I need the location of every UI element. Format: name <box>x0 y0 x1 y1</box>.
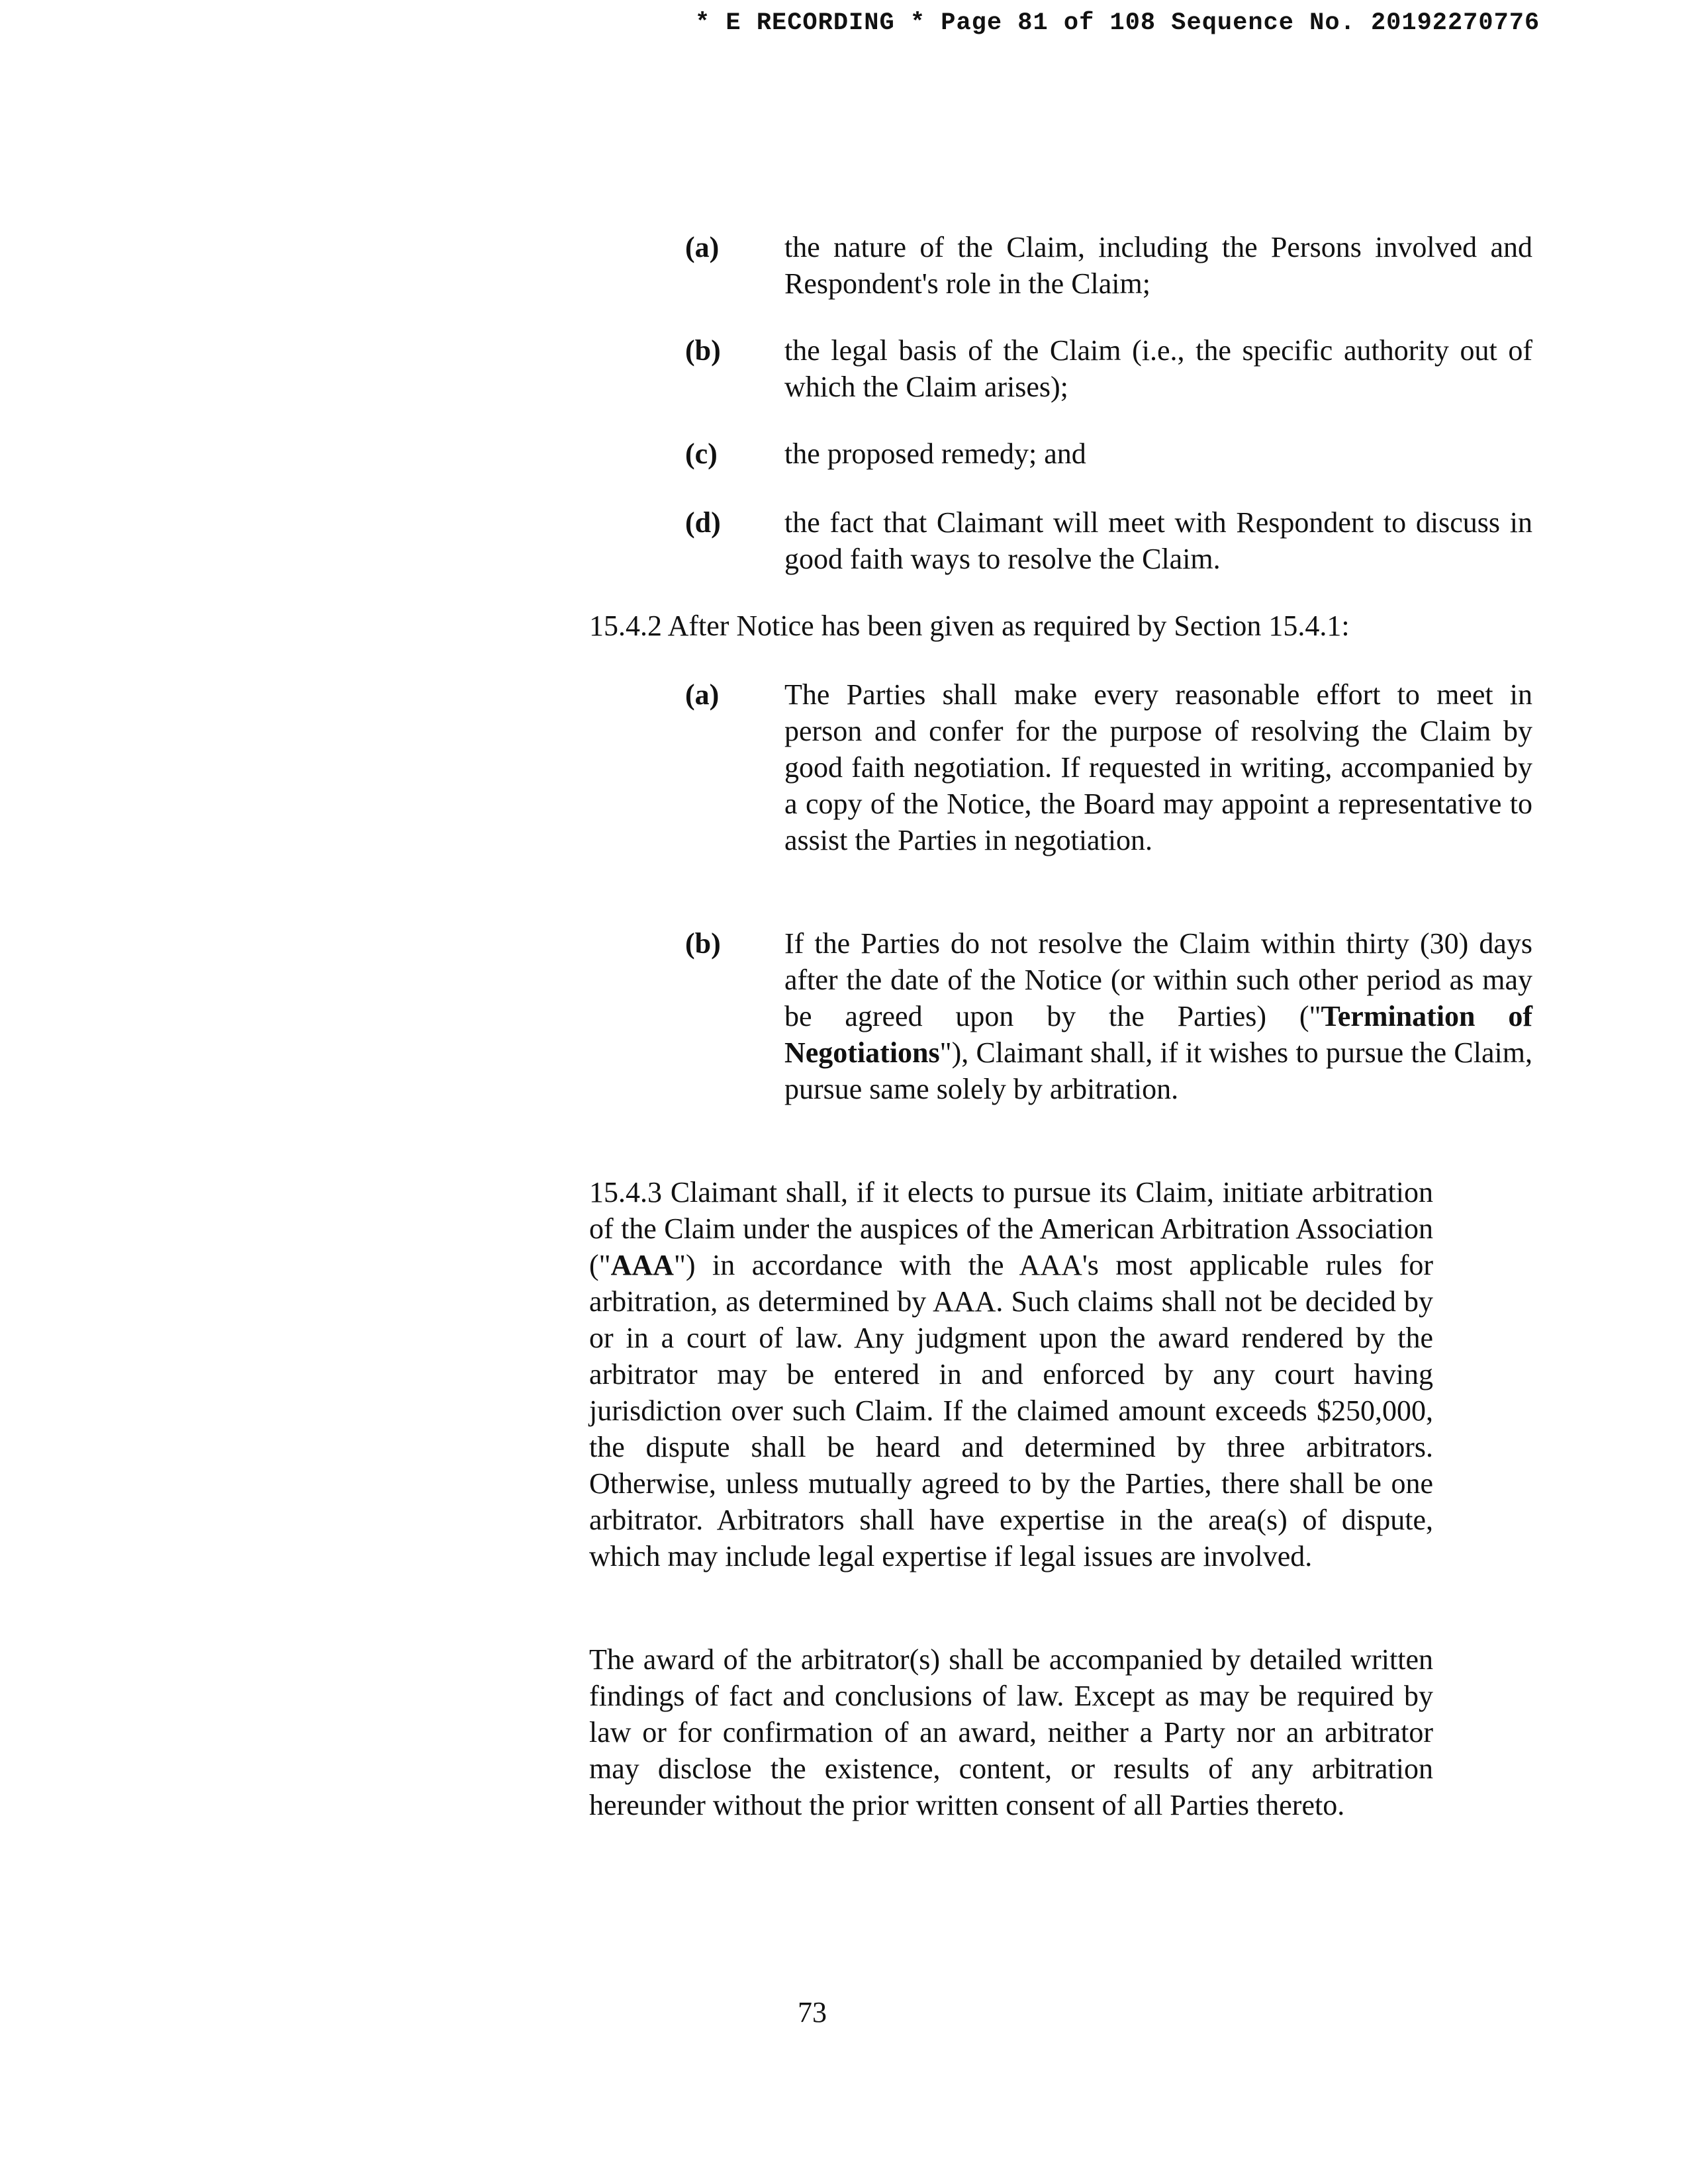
list-item-text: the nature of the Claim, including the Persons involved and Respondent's role in the Claim; <box>784 231 1532 300</box>
page-number: 73 <box>798 1996 827 2028</box>
item-b-text-after: "), Claimant shall, if it wishes to pursue the Claim, pursue same solely by arbitration. <box>784 1036 1532 1105</box>
list-item-label: (c) <box>685 437 718 470</box>
section-15-4-3-text-after: ") in accordance with the AAA's most applicable rules for arbitration, as determined by AAA. Such claims shall not be decided by or in a court of law. Any judgment upon the award rendered by the arbitrator may be entered in and enforced by any court having jurisdiction over such Claim. If the claimed amount exceeds $250,000, the dispute shall be heard and determined by three arbitrators. Otherwise, unless mutually agreed to by the Parties, there shall be one arbitrator. Arbitrators shall have expertise in the area(s) of dispute, which may include legal expertise if legal issues are involved. <box>589 1249 1433 1572</box>
list-item-text: the proposed remedy; and <box>784 437 1086 470</box>
list-item-text: The Parties shall make every reasonable effort to meet in person and confer for the purpose of resolving the Claim by good faith negotiation. If requested in writing, accompanied by a copy of the Notice, the Board may appoint a representative to assist the Parties in negotiation. <box>784 678 1532 856</box>
list-item-text <box>784 925 1532 1107</box>
defined-term-aaa: AAA <box>610 1249 674 1281</box>
list-item-text: the fact that Claimant will meet with Respondent to discuss in good faith ways to resolve the Claim. <box>784 506 1532 575</box>
defined-term-termination-of-negotiations: Termination of Negotiations <box>784 1000 1533 1069</box>
list-item-text: the legal basis of the Claim (i.e., the specific authority out of which the Claim arises); <box>784 334 1532 403</box>
section-15-4-2-intro: 15.4.2 After Notice has been given as required by Section 15.4.1: <box>589 610 1350 642</box>
award-paragraph: The award of the arbitrator(s) shall be accompanied by detailed written findings of fact and conclusions of law. Except as may be required by law or for confirmation of an award, neither a Party nor an arbitrator may disclose the existence, content, or results of any arbitration hereunder without the prior written consent of all Parties thereto. <box>589 1643 1433 1821</box>
list-item-label: (b) <box>685 334 721 367</box>
item-b-text-before: If the Parties do not resolve the Claim within thirty (30) days after the date of the Notice (or within such other period as may be agreed upon by the Parties) (" <box>784 927 1532 1032</box>
recording-header: * E RECORDING * Page 81 of 108 Sequence No. 20192270776 <box>695 9 1540 37</box>
list-item-label: (a) <box>685 231 720 263</box>
list-item-label: (d) <box>685 506 721 539</box>
list-item-label: (b) <box>685 927 721 960</box>
section-15-4-3-paragraph <box>589 1174 1433 1574</box>
section-15-4-3-text-before: 15.4.3 Claimant shall, if it elects to pursue its Claim, initiate arbitration of the Claim under the auspices of the American Arbitration Association (" <box>589 1176 1433 1281</box>
list-item-label: (a) <box>685 678 720 711</box>
